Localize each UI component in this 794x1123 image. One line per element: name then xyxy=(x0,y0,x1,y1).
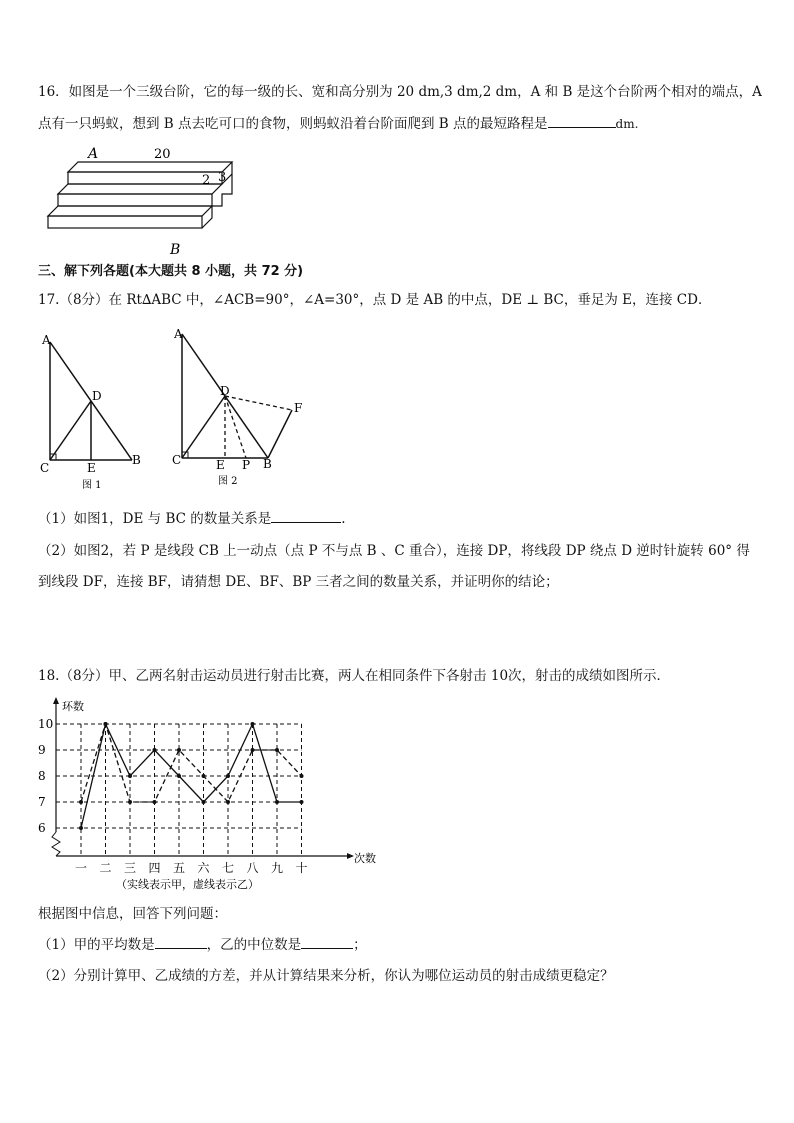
fig1-label-C: C xyxy=(40,461,50,475)
q17-part1-blank xyxy=(271,508,341,523)
q18-blank-mean xyxy=(155,934,207,949)
q17-part2-line2: 到线段 DF，连接 BF，请猜想 DE、BF、BP 三者之间的数量关系，并证明你的结论； xyxy=(38,574,559,590)
q17-figure-1 xyxy=(36,328,156,493)
point-yi-7 xyxy=(226,800,230,804)
point-yi-9 xyxy=(275,748,279,752)
fig2-label-P: P xyxy=(242,458,251,472)
point-yi-10 xyxy=(300,774,304,778)
q17-part2-line1: （2）如图2，若 P 是线段 CB 上一动点（点 P 不与点 B 、C 重合），连接 DP，将线段 DP 绕点 D 逆时针旋转 60° 得 xyxy=(38,543,750,559)
q16-unit: dm. xyxy=(615,117,639,131)
point-yi-1 xyxy=(79,800,83,804)
chart-x-label: 次数 xyxy=(354,852,376,865)
point-jia-5 xyxy=(177,774,181,778)
point-jia-7 xyxy=(226,774,230,778)
x-tick-3: 三 xyxy=(124,861,137,875)
q17-figure-2 xyxy=(170,326,310,491)
point-jia-3 xyxy=(128,774,132,778)
q17-part1-end: . xyxy=(341,511,346,527)
y-tick-8: 8 xyxy=(38,769,46,783)
y-tick-9: 9 xyxy=(38,743,46,757)
chart-y-label: 环数 xyxy=(62,700,84,713)
stairs-label-3: 3 xyxy=(218,170,227,185)
shooting-line-chart xyxy=(34,694,394,894)
y-axis-break xyxy=(52,832,60,856)
q17-part1 xyxy=(38,508,346,529)
point-jia-6 xyxy=(202,800,206,804)
q18-part1-c: ； xyxy=(353,937,367,953)
q16-line1: 16．如图是一个三级台阶，它的每一级的长、宽和高分别为 20 dm,3 dm,2 dm，A 和 B 是这个台阶两个相对的端点，A xyxy=(38,84,762,100)
fig1-label-A: A xyxy=(42,333,51,347)
y-axis-arrow xyxy=(53,697,59,704)
point-jia-9 xyxy=(275,800,279,804)
chart-grid xyxy=(56,724,302,854)
fig2-label-C: C xyxy=(172,453,182,467)
point-yi-8 xyxy=(251,748,255,752)
q16-answer-blank xyxy=(548,113,616,128)
point-yi-3 xyxy=(128,800,132,804)
section3-heading: 三、解下列各题(本大题共 8 小题，共 72 分) xyxy=(38,264,304,279)
point-jia-10 xyxy=(300,800,304,804)
x-tick-5: 五 xyxy=(173,861,186,875)
y-tick-6: 6 xyxy=(38,821,46,835)
q18-part1 xyxy=(38,934,367,955)
fig2-label-A: A xyxy=(174,327,183,341)
x-tick-8: 八 xyxy=(246,861,259,875)
point-yi-6 xyxy=(202,774,206,778)
chart-ticks xyxy=(38,717,308,875)
x-tick-9: 九 xyxy=(271,861,284,875)
point-jia-1 xyxy=(79,826,83,830)
q18-after-chart: 根据图中信息，回答下列问题： xyxy=(38,906,227,922)
stairs-figure xyxy=(36,142,246,260)
fig1-label-D: D xyxy=(92,389,102,403)
x-tick-4: 四 xyxy=(148,861,161,875)
q16-line2 xyxy=(38,113,638,134)
fig1-label-E: E xyxy=(87,461,96,475)
stairs-label-B: B xyxy=(170,242,181,258)
fig1-caption: 图 1 xyxy=(82,480,102,491)
series-line-yi xyxy=(81,724,302,802)
q18-intro: 18.（8分）甲、乙两名射击运动员进行射击比赛，两人在相同条件下各射击 10次，射击的成绩如图所示． xyxy=(38,668,671,684)
q18-part1-a: （1）甲的平均数是 xyxy=(38,937,155,953)
x-axis-arrow xyxy=(347,853,354,859)
q17-intro: 17.（8分）在 Rt∆ABC 中，∠ACB=90°，∠A=30°，点 D 是 AB 的中点，DE ⊥ BC，垂足为 E，连接 CD． xyxy=(38,292,712,308)
chart-caption: （实线表示甲，虚线表示乙） xyxy=(116,878,259,891)
point-jia-8 xyxy=(251,722,255,726)
fig2-label-E: E xyxy=(216,458,225,472)
x-tick-7: 七 xyxy=(222,861,235,875)
q16-line2-text: 点有一只蚂蚁，想到 B 点去吃可口的食物，则蚂蚁沿着台阶面爬到 B 点的最短路程是 xyxy=(38,116,548,132)
x-tick-10: 十 xyxy=(295,861,308,875)
x-tick-2: 二 xyxy=(99,861,112,875)
stairs-label-20: 20 xyxy=(154,147,171,162)
fig1-label-B: B xyxy=(132,453,141,467)
point-yi-5 xyxy=(177,748,181,752)
fig2-label-D: D xyxy=(220,384,230,398)
q18-part1-b: ，乙的中位数是 xyxy=(206,937,302,953)
q18-blank-median xyxy=(301,934,353,949)
q17-part1-text: （1）如图1，DE 与 BC 的数量关系是 xyxy=(38,511,272,527)
y-tick-7: 7 xyxy=(38,795,46,809)
point-jia-4 xyxy=(153,748,157,752)
q18-part2: （2）分别计算甲、乙成绩的方差，并从计算结果来分析，你认为哪位运动员的射击成绩更稳定？ xyxy=(38,968,614,984)
chart-axes xyxy=(52,697,354,859)
stairs-label-2: 2 xyxy=(202,173,211,188)
fig2-caption: 图 2 xyxy=(218,476,238,487)
x-tick-1: 一 xyxy=(75,861,88,875)
fig2-label-F: F xyxy=(294,401,303,415)
y-tick-10: 10 xyxy=(38,717,54,731)
point-yi-4 xyxy=(153,800,157,804)
stairs-label-A: A xyxy=(88,146,99,162)
point-yi-2 xyxy=(104,722,108,726)
x-tick-6: 六 xyxy=(197,861,210,875)
fig2-label-B: B xyxy=(263,457,272,471)
